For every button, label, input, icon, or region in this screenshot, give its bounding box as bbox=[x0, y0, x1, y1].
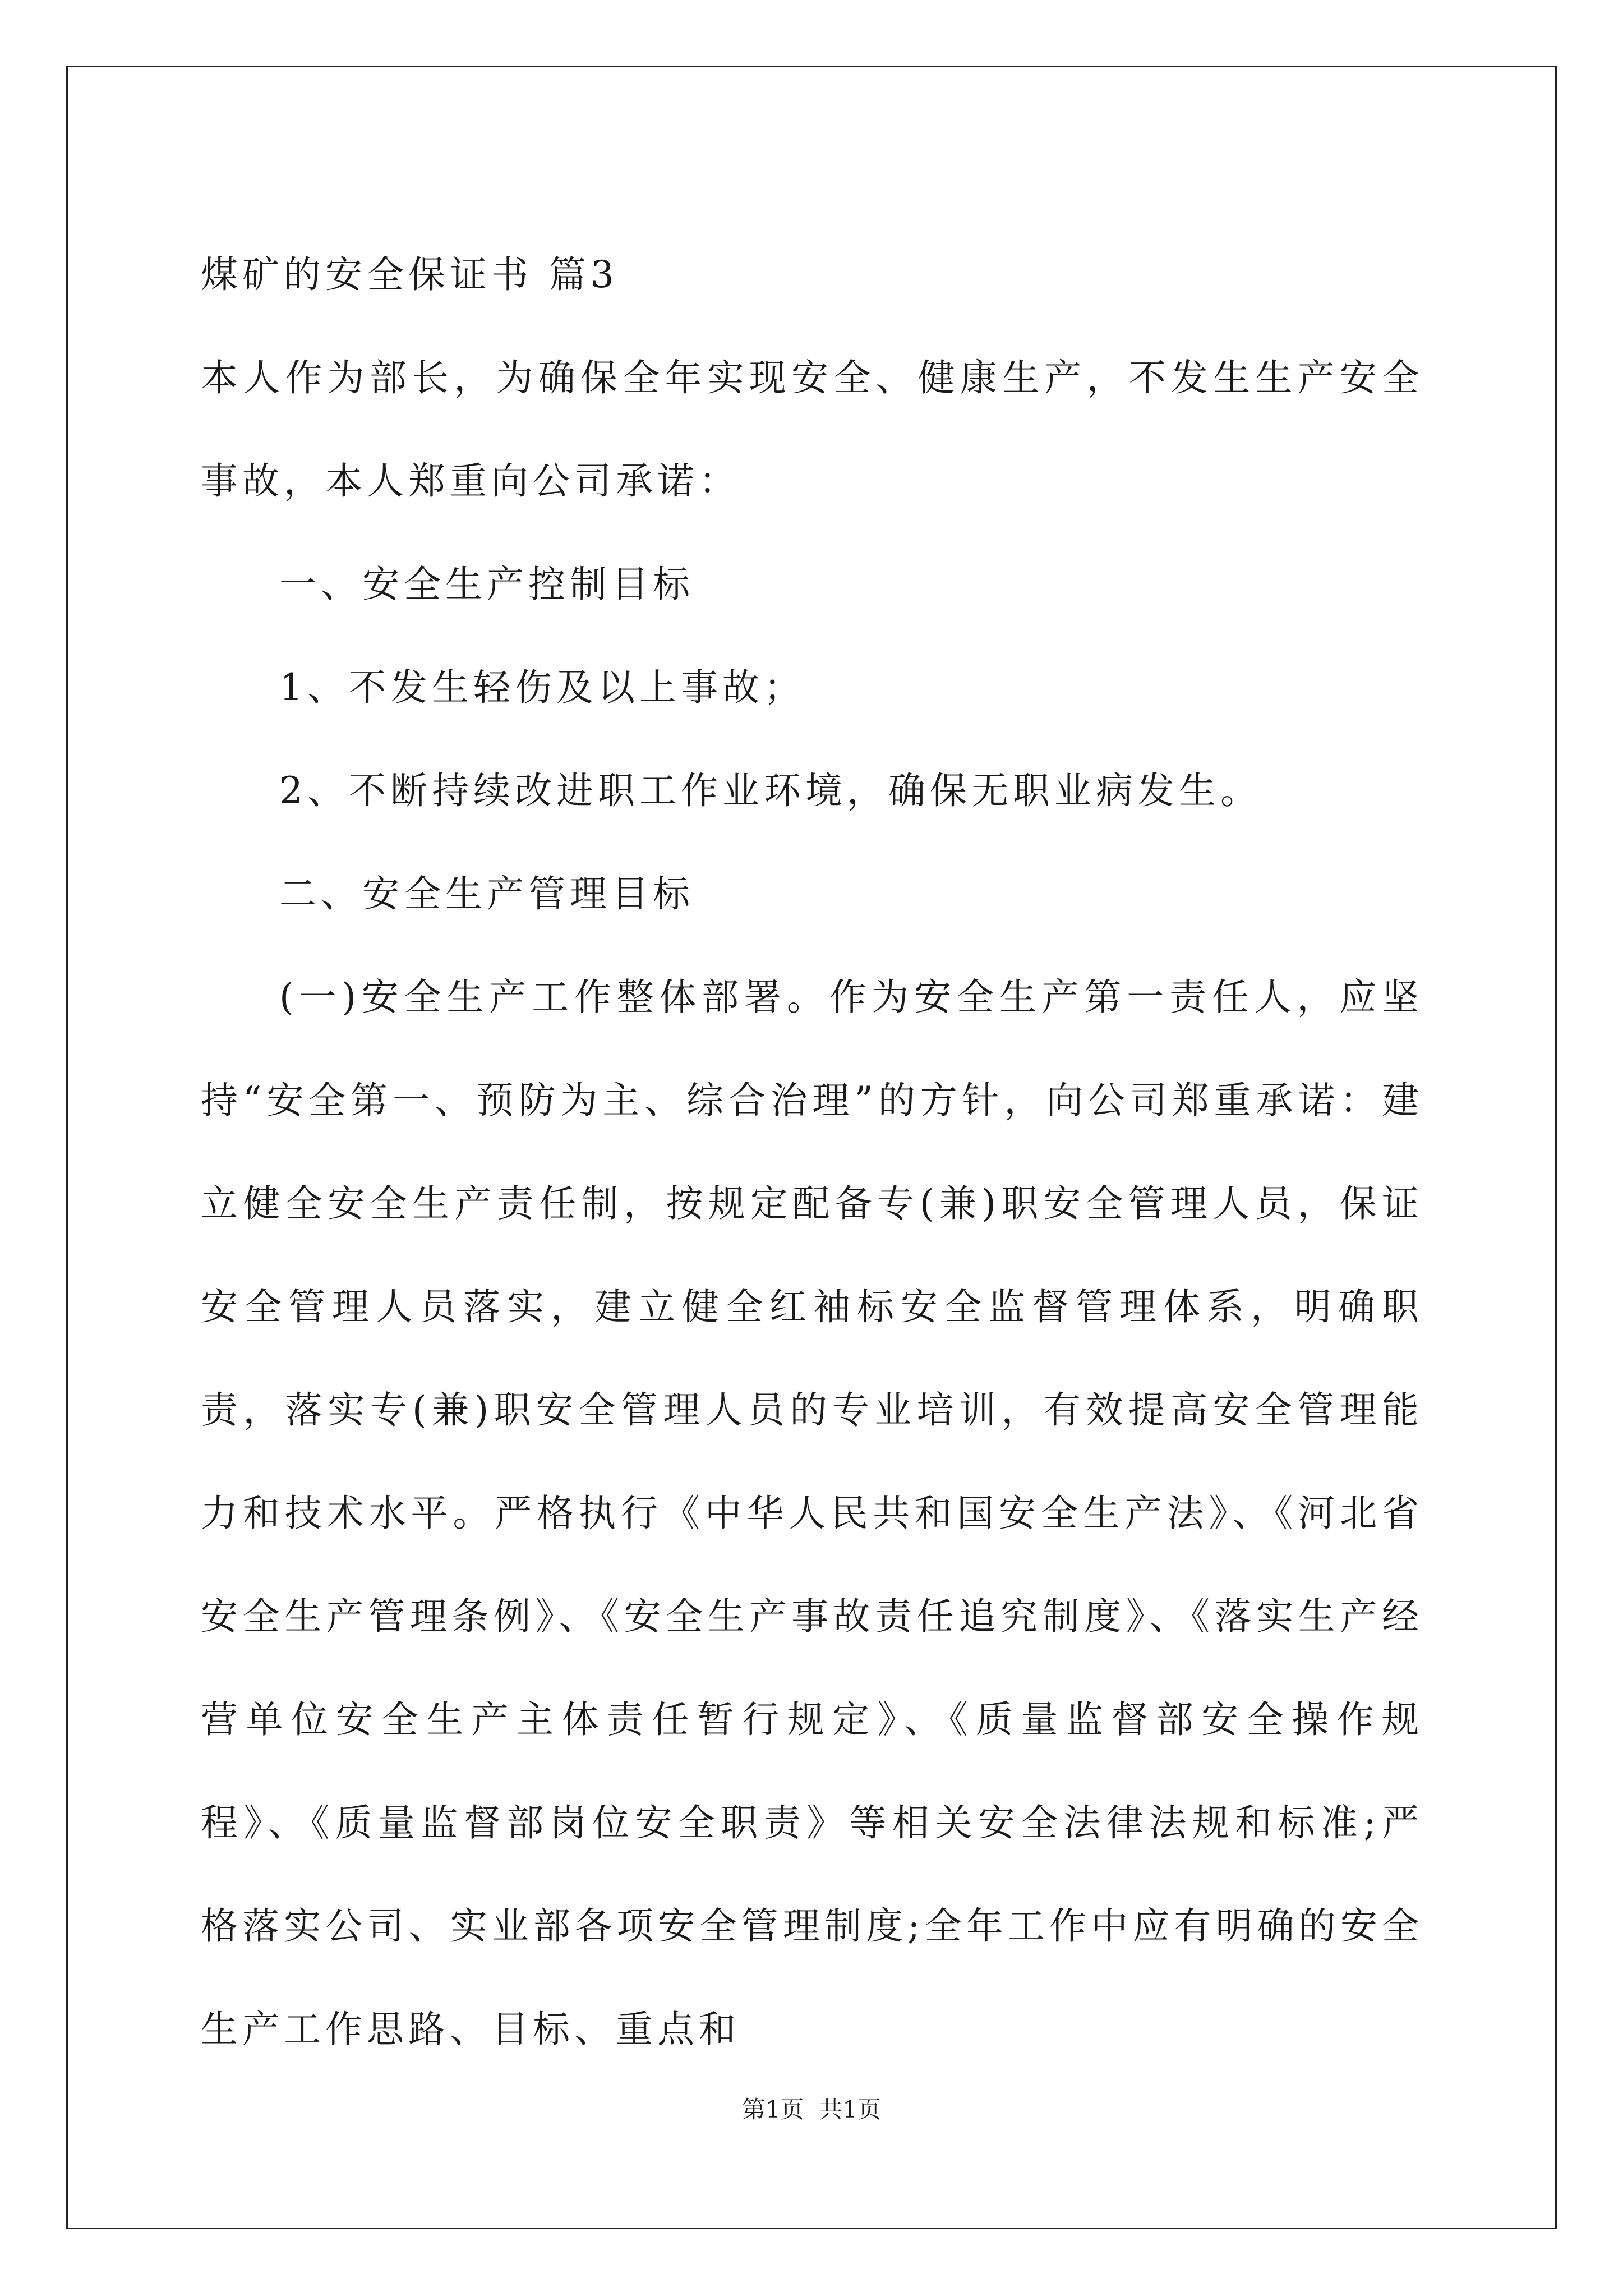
paragraph-intro: 本人作为部长，为确保全年实现安全、健康生产，不发生生产安全事故，本人郑重向公司承诺： bbox=[201, 356, 1423, 503]
paragraph-deployment: (一)安全生产工作整体部署。作为安全生产第一责任人，应坚持“安全第一、预防为主、综合治理”的方针，向公司郑重承诺：建立健全安全生产责任制，按规定配备专(兼)职安全管理人员，保证安全管理人员落实，建立健全红袖标安全监督管理体系，明确职责，落实专(兼)职安全管理人员的专业培训，有效提高安全管理能力和技术水平。严格执行《中华人民共和国安全生产法》、《河北省安全生产管理条例》、《安全生产事故责任追究制度》、《落实生产经营单位安全生产主体责任暂行规定》、《质量监督部安全操作规程》、《质量监督部岗位安全职责》等相关安全法律法规和标准;严格落实公司、实业部各项安全管理制度;全年工作中应有明确的安全生产工作思路、目标、重点和 bbox=[201, 976, 1423, 2051]
heading-management-targets: 二、安全生产管理目标 bbox=[279, 872, 694, 915]
list-item-1: 1、不发生轻伤及以上事故； bbox=[279, 666, 805, 709]
document-title: 煤矿的安全保证书 篇3 bbox=[201, 253, 619, 296]
document-body bbox=[201, 223, 1423, 2081]
page-number: 第1页 共1页 bbox=[741, 2096, 882, 2123]
list-item-2: 2、不断持续改进职工作业环境，确保无职业病发生。 bbox=[279, 769, 1262, 812]
heading-control-targets: 一、安全生产控制目标 bbox=[279, 563, 694, 606]
page-footer bbox=[0, 2091, 1623, 2125]
